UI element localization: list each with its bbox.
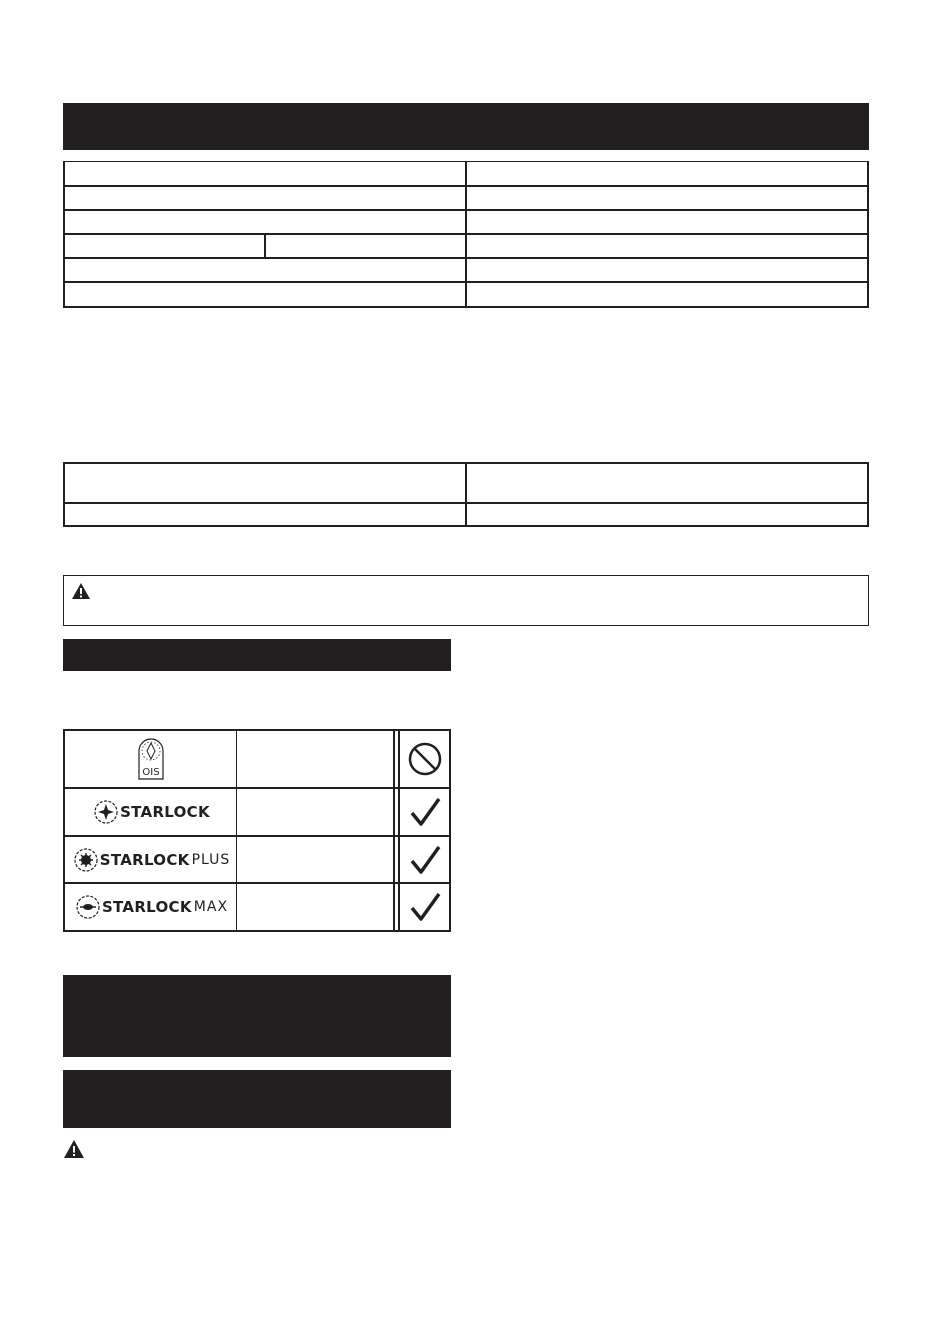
column-divider [393, 731, 395, 930]
starlock-max-icon [74, 893, 102, 921]
starlock-plus-suffix: PLUS [191, 851, 231, 868]
section-heading-bar [63, 1070, 451, 1128]
prohibited-icon [407, 741, 443, 777]
warning-icon [63, 1139, 85, 1159]
table-row [63, 281, 869, 305]
accessory-compatibility-table [63, 729, 451, 932]
column-divider [465, 464, 467, 525]
section-heading-bar [63, 975, 451, 1057]
warning-icon [71, 582, 91, 600]
list-item [401, 731, 449, 787]
list-item [401, 837, 449, 882]
starlock-plus-icon [72, 846, 100, 874]
list-item [65, 884, 237, 930]
table-row [63, 209, 869, 233]
starlock-max-brand: STARLOCK [101, 898, 192, 916]
row-divider [65, 502, 867, 504]
starlock-plus-brand: STARLOCK [99, 850, 190, 869]
starlock-max-suffix: MAX [193, 899, 229, 915]
starlock-icon [92, 798, 120, 826]
column-divider [398, 731, 400, 930]
table-row [63, 233, 869, 257]
list-item [65, 789, 237, 835]
table-row [63, 257, 869, 281]
specifications-table [63, 161, 869, 308]
table-row [63, 185, 869, 209]
checkmark-icon [408, 890, 442, 924]
checkmark-icon [408, 843, 442, 877]
section-heading-bar [63, 103, 869, 150]
sub-column-divider [264, 235, 266, 257]
list-item [65, 837, 237, 882]
list-item [401, 789, 449, 835]
ois-icon [136, 737, 166, 781]
list-item [65, 731, 237, 787]
ois-label: OIS [142, 767, 160, 778]
subsection-heading-bar [63, 639, 451, 671]
secondary-table [63, 462, 869, 527]
warning-box [63, 575, 869, 626]
list-item [401, 884, 449, 930]
checkmark-icon [408, 795, 442, 829]
starlock-brand: STARLOCK [120, 803, 210, 821]
